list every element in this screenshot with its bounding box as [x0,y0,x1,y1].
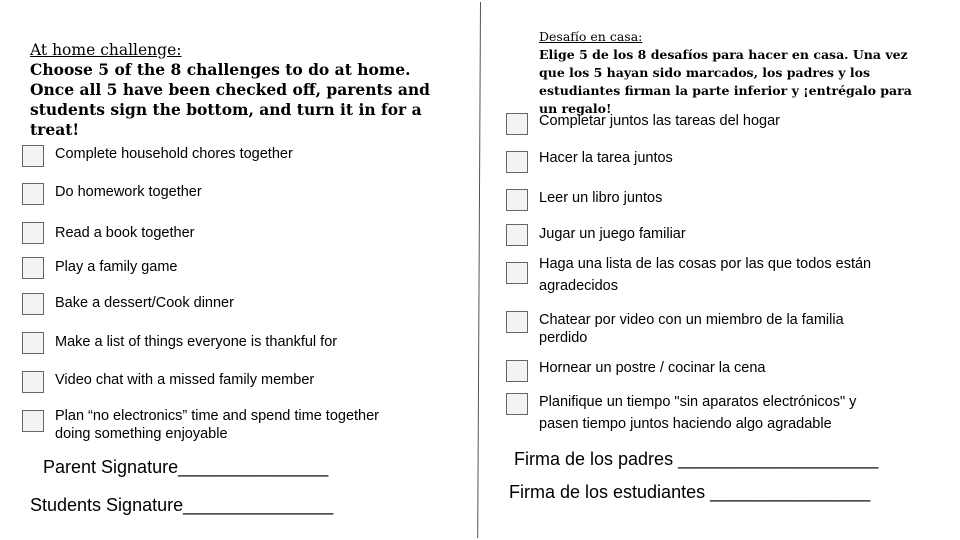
challenge-en-5: Bake a dessert/Cook dinner [55,295,234,311]
checkbox-es-1[interactable] [506,113,528,135]
challenge-en-8: Plan “no electronics” time and spend time together doing something enjoyable [55,408,380,442]
checkbox-es-3[interactable] [506,189,528,211]
challenge-es-2: Hacer la tarea juntos [539,150,673,166]
challenge-es-3: Leer un libro juntos [539,190,663,206]
challenge-en-3: Read a book together [55,225,195,241]
checkbox-es-4[interactable] [506,224,528,246]
checkbox-en-1[interactable] [22,145,44,167]
student-signature-line: Students Signature_______________ [30,495,334,515]
english-instructions: Choose 5 of the 8 challenges to do at home. Once all 5 have been checked off, parents and students sign the bottom, and turn it in for a treat! [30,60,430,139]
spanish-heading [539,28,929,118]
checkbox-en-5[interactable] [22,293,44,315]
challenge-es-8: Planifique un tiempo "sin aparatos electrónicos" y pasen tiempo juntos haciendo algo agradable [539,394,857,432]
column-divider [477,2,481,538]
spanish-title: Desafío en casa: [539,29,643,44]
checkbox-en-4[interactable] [22,257,44,279]
checkbox-en-8[interactable] [22,410,44,432]
challenge-en-7: Video chat with a missed family member [55,372,315,388]
english-title: At home challenge: [30,41,182,59]
challenge-es-6: Chatear por video con un miembro de la familia perdido [539,312,844,346]
checkbox-es-6[interactable] [506,311,528,333]
challenge-en-4: Play a family game [55,259,178,275]
challenge-es-4: Jugar un juego familiar [539,226,686,242]
challenge-es-7: Hornear un postre / cocinar la cena [539,360,766,376]
checkbox-en-7[interactable] [22,371,44,393]
checkbox-en-6[interactable] [22,332,44,354]
padres-signature-line: Firma de los padres ____________________ [514,449,879,469]
challenge-en-2: Do homework together [55,184,202,200]
challenge-en-1: Complete household chores together [55,146,293,162]
challenge-en-6: Make a list of things everyone is thankful for [55,334,338,350]
checkbox-es-5[interactable] [506,262,528,284]
english-heading [30,40,430,140]
challenge-es-5: Haga una lista de las cosas por las que todos están agradecidos [539,256,872,294]
checkbox-es-2[interactable] [506,151,528,173]
checkbox-en-3[interactable] [22,222,44,244]
checkbox-es-8[interactable] [506,393,528,415]
challenge-es-1: Completar juntos las tareas del hogar [539,113,780,129]
checkbox-es-7[interactable] [506,360,528,382]
spanish-instructions: Elige 5 de los 8 desafíos para hacer en casa. Una vez que los 5 hayan sido marcados, los padres y los estudiantes firman la parte inferior y ¡entrégalo para un regalo! [539,47,912,116]
checkbox-en-2[interactable] [22,183,44,205]
estudiantes-signature-line: Firma de los estudiantes ________________ [509,482,871,502]
parent-signature-line: Parent Signature_______________ [43,457,329,477]
